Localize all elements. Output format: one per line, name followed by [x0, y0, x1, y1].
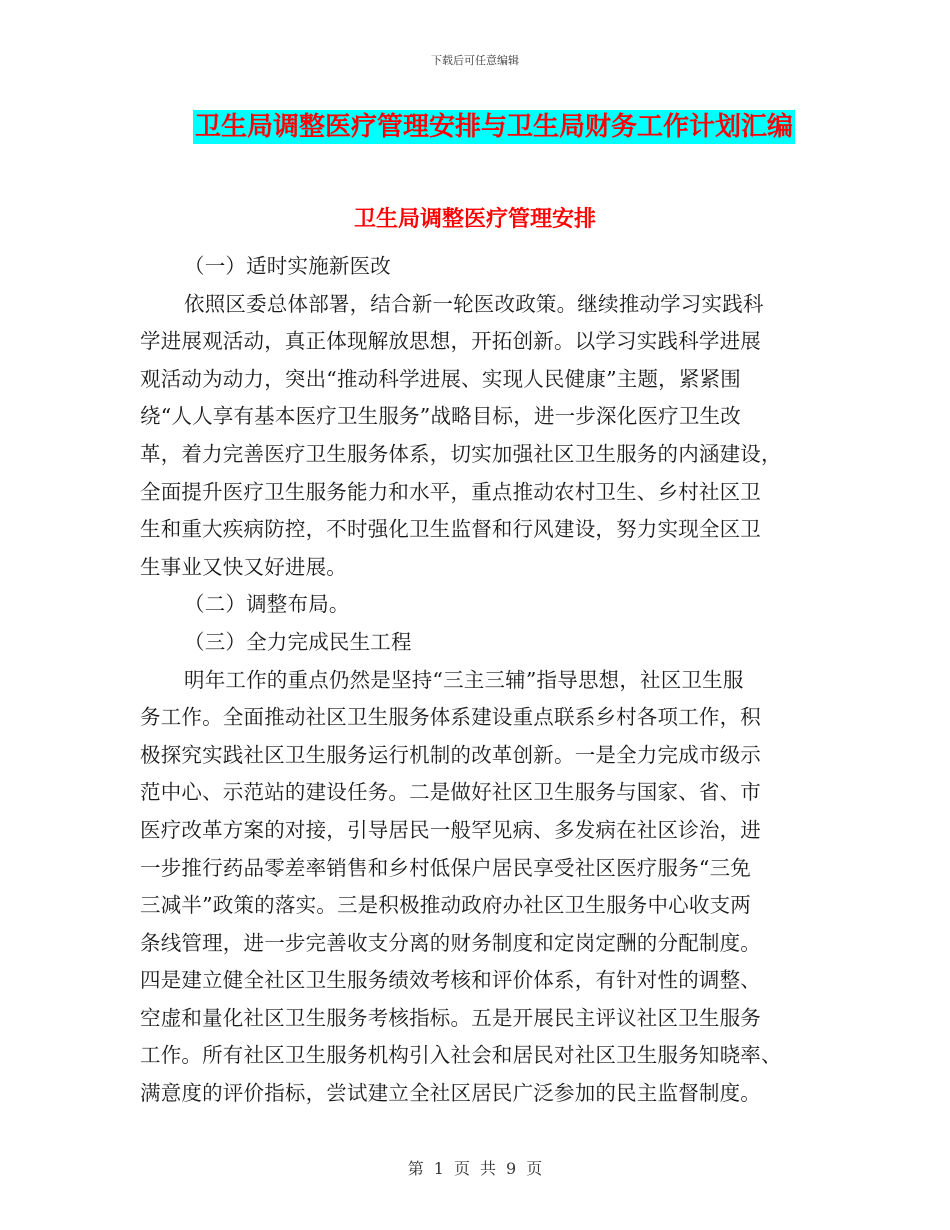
footer-page-number: 1 — [433, 1159, 444, 1178]
footer-total-word: 共 — [480, 1159, 497, 1178]
footer-page-word: 页 — [453, 1159, 470, 1178]
body-text — [140, 248, 805, 1113]
body-line: 革，着力完善医疗卫生服务体系，切实加强社区卫生服务的内涵建设， — [140, 441, 782, 466]
body-line: 医疗改革方案的对接，引导居民一般罕见病、多发病在社区诊治，进 — [140, 817, 761, 842]
body-line: （三）全力完成民生工程 — [184, 629, 412, 654]
body-line: 全面提升医疗卫生服务能力和水平，重点推动农村卫生、乡村社区卫 — [140, 479, 761, 504]
body-line: 生事业又快又好进展。 — [140, 554, 347, 579]
body-line: 依照区委总体部署，结合新一轮医改政策。继续推动学习实践科 — [184, 291, 764, 316]
body-line: 极探究实践社区卫生服务运行机制的改革创新。一是全力完成市级示 — [140, 742, 761, 767]
body-line: 生和重大疾病防控，不时强化卫生监督和行风建设，努力实现全区卫 — [140, 517, 761, 542]
body-line: 学进展观活动，真正体现解放思想，开拓创新。以学习实践科学进展 — [140, 329, 761, 354]
body-line: 四是建立健全社区卫生服务绩效考核和评价体系，有针对性的调整、 — [140, 968, 761, 993]
body-line: 一步推行药品零差率销售和乡村低保户居民享受社区医疗服务“三免 — [140, 855, 751, 880]
body-line: （一）适时实施新医改 — [184, 254, 391, 278]
footer-prefix: 第 — [407, 1159, 424, 1178]
body-line: 范中心、示范站的建设任务。二是做好社区卫生服务与国家、省、市 — [140, 780, 761, 805]
body-line: 明年工作的重点仍然是坚持“三主三辅”指导思想，社区卫生服 — [184, 667, 744, 692]
body-line: 工作。所有社区卫生服务机构引入社会和居民对社区卫生服务知晓率、 — [140, 1043, 782, 1068]
footer-suffix: 页 — [526, 1159, 543, 1178]
body-line: 空虚和量化社区卫生服务考核指标。五是开展民主评议社区卫生服务 — [140, 1005, 761, 1030]
body-line: 条线管理，进一步完善收支分离的财务制度和定岗定酬的分配制度。 — [140, 930, 761, 955]
body-line: 务工作。全面推动社区卫生服务体系建设重点联系乡村各项工作，积 — [140, 705, 761, 730]
footer-total-pages: 9 — [506, 1159, 517, 1178]
body-line: 三减半”政策的落实。三是积极推动政府办社区卫生服务中心收支两 — [140, 893, 751, 918]
document-title: 卫生局调整医疗管理安排与卫生局财务工作计划汇编 — [195, 112, 794, 142]
header-note: 下载后可任意编辑 — [431, 54, 519, 67]
page-footer — [0, 1156, 950, 1179]
section-title: 卫生局调整医疗管理安排 — [353, 207, 596, 232]
body-line: 满意度的评价指标，尝试建立全社区居民广泛参加的民主监督制度。 — [140, 1081, 761, 1106]
body-line: （二）调整布局。 — [184, 592, 350, 617]
body-line: 绕“人人享有基本医疗卫生服务”战略目标，进一步深化医疗卫生改 — [140, 404, 741, 429]
body-line: 观活动为动力，突出“推动科学进展、实现人民健康”主题，紧紧围 — [140, 366, 741, 391]
